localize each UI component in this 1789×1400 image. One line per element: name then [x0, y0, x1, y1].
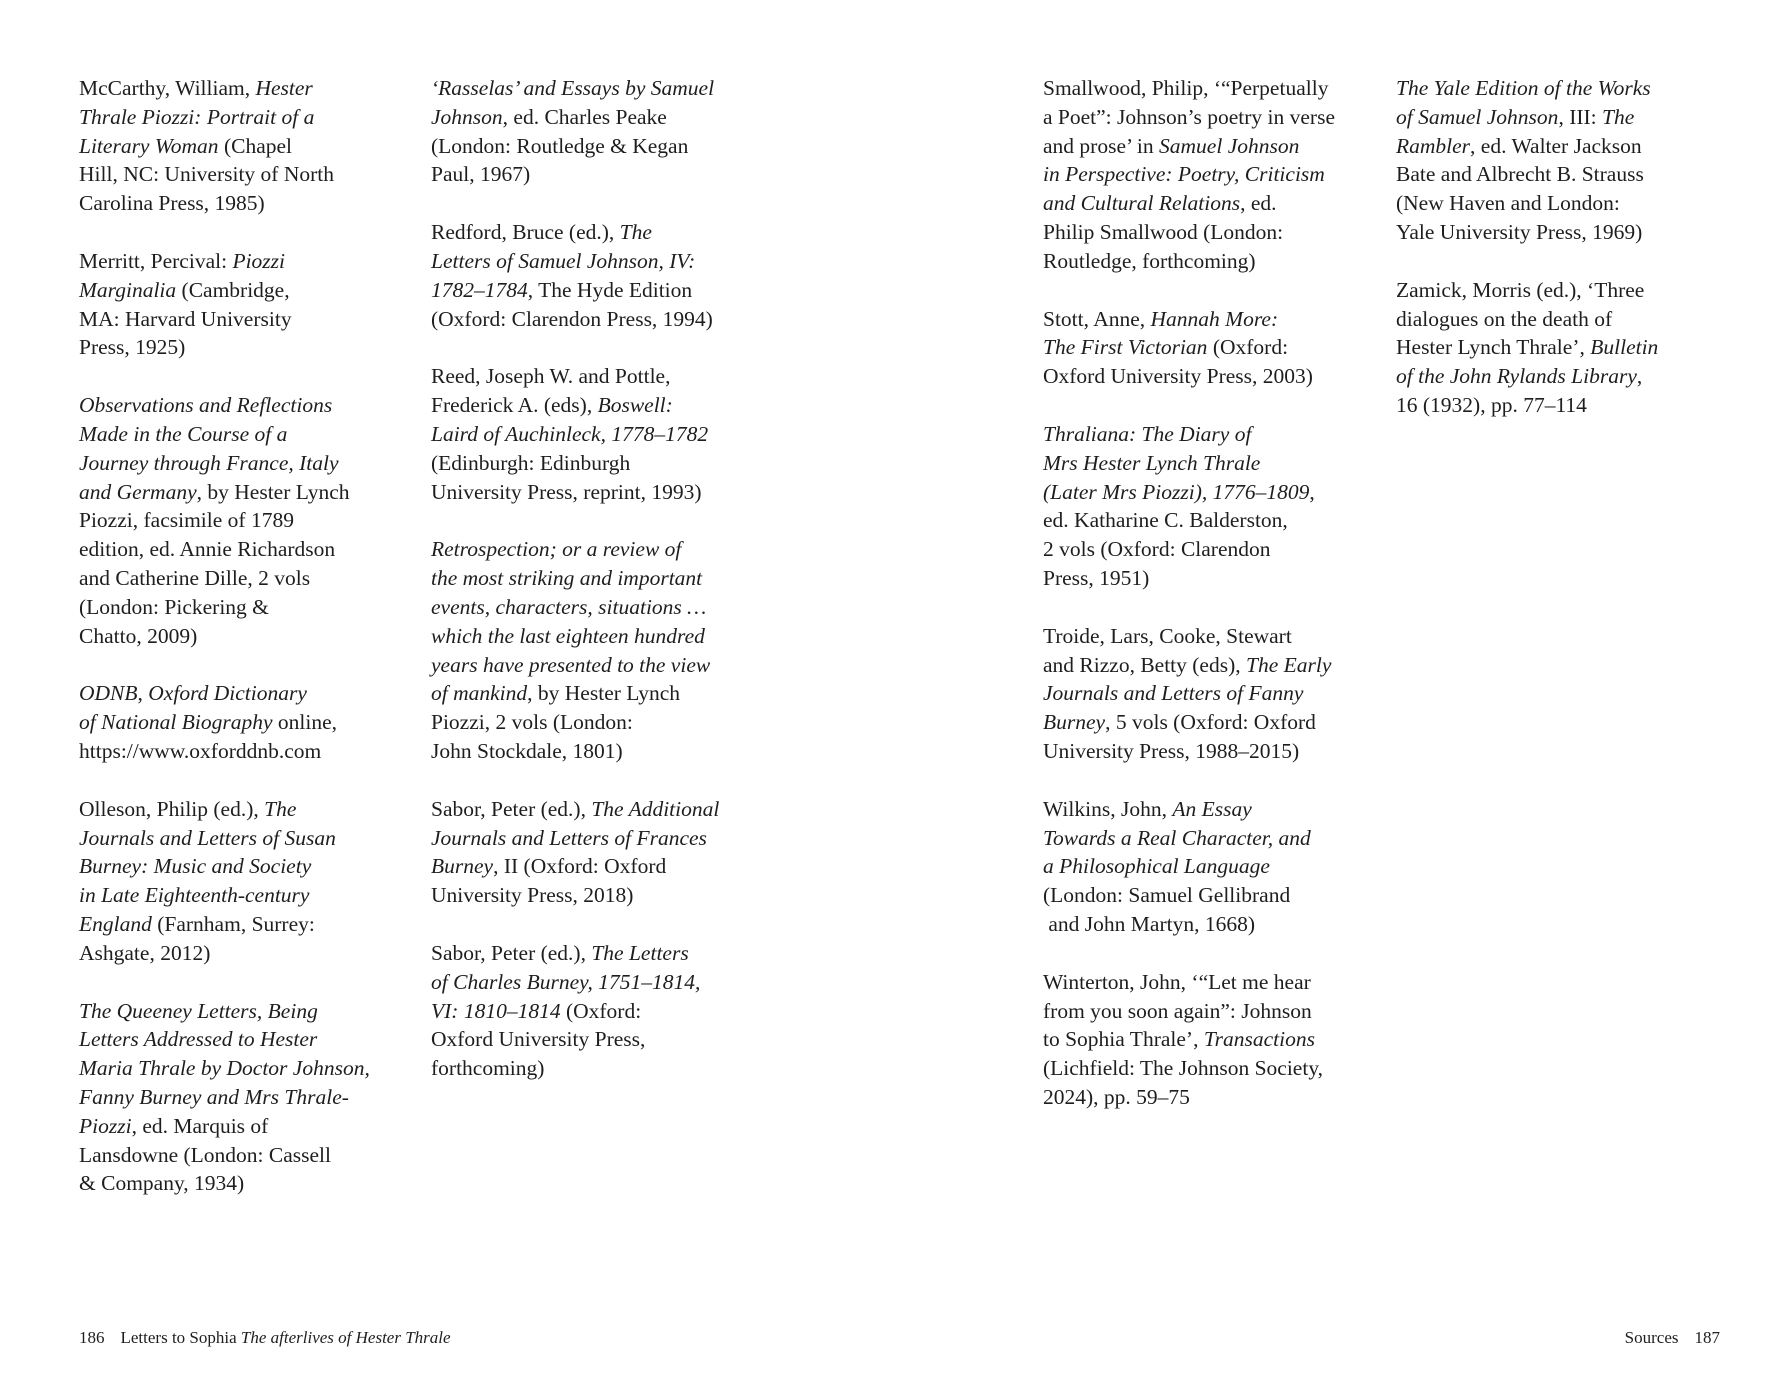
entry-line: VI: 1810–1814 (Oxford: — [431, 998, 642, 1023]
entry-line: Bate and Albrecht B. Strauss — [1396, 162, 1644, 187]
entry-line: of Charles Burney, 1751–1814, — [431, 969, 701, 994]
entry-line: Yale University Press, 1969) — [1396, 219, 1643, 244]
entry-line: in Perspective: Poetry, Criticism — [1043, 162, 1325, 187]
bibliography-entry — [431, 218, 761, 333]
book-subtitle: The afterlives of Hester Thrale — [240, 1328, 451, 1347]
entry-line: Hill, NC: University of North — [79, 162, 334, 187]
entry-line: and prose’ in Samuel Johnson — [1043, 133, 1300, 158]
entry-line: of mankind, by Hester Lynch — [431, 681, 681, 706]
entry-line: Stott, Anne, Hannah More: — [1043, 306, 1279, 331]
entry-line: Redford, Bruce (ed.), The — [431, 220, 652, 245]
entry-line: Hester Lynch Thrale’, Bulletin — [1396, 335, 1659, 360]
bibliography-column-2 — [431, 74, 761, 1112]
entry-line: (London: Pickering & — [79, 594, 269, 619]
entry-line: Towards a Real Character, and — [1043, 825, 1311, 850]
entry-line: (Later Mrs Piozzi), 1776–1809, — [1043, 479, 1315, 504]
entry-line: The Queeney Letters, Being — [79, 998, 318, 1023]
entry-line: Routledge, forthcoming) — [1043, 248, 1256, 273]
entry-line: Thraliana: The Diary of — [1043, 421, 1252, 446]
entry-line: Olleson, Philip (ed.), The — [79, 796, 297, 821]
entry-line: Burney, 5 vols (Oxford: Oxford — [1043, 710, 1316, 735]
entry-line: ‘Rasselas’ and Essays by Samuel — [431, 76, 715, 100]
bibliography-entry — [1043, 622, 1373, 766]
bibliography-entry — [431, 939, 761, 1083]
entry-line: a Poet”: Johnson’s poetry in verse — [1043, 104, 1335, 129]
entry-line: 2 vols (Oxford: Clarendon — [1043, 537, 1271, 562]
bibliography-entry — [431, 74, 761, 189]
bibliography-entry — [79, 391, 409, 650]
entry-line: Burney, II (Oxford: Oxford — [431, 854, 667, 879]
entry-line: Paul, 1967) — [431, 162, 531, 187]
running-head: Sources — [1624, 1328, 1679, 1347]
entry-line: The Yale Edition of the Works — [1396, 76, 1651, 100]
page-number-left: 186 — [79, 1328, 105, 1347]
entry-line: Press, 1951) — [1043, 565, 1150, 590]
entry-line: University Press, reprint, 1993) — [431, 479, 702, 504]
bibliography-entry — [431, 535, 761, 765]
bibliography-entry — [431, 795, 761, 910]
entry-line: Maria Thrale by Doctor Johnson, — [79, 1056, 370, 1081]
page-number-right: 187 — [1694, 1328, 1720, 1347]
entry-line: and John Martyn, 1668) — [1043, 911, 1255, 936]
entry-line: & Company, 1934) — [79, 1171, 245, 1196]
entry-line: (Oxford: Clarendon Press, 1994) — [431, 306, 713, 331]
entry-line: Journals and Letters of Frances — [431, 825, 707, 850]
entry-line: 16 (1932), pp. 77–114 — [1396, 392, 1587, 417]
entry-line: Journals and Letters of Fanny — [1043, 681, 1304, 706]
entry-line: and Rizzo, Betty (eds), The Early — [1043, 652, 1332, 677]
bibliography-entry — [1396, 276, 1716, 420]
entry-line: Burney: Music and Society — [79, 854, 312, 879]
entry-line: England (Farnham, Surrey: — [79, 911, 315, 936]
entry-line: Piozzi, facsimile of 1789 — [79, 508, 294, 533]
book-title: Letters to Sophia — [120, 1328, 237, 1347]
bibliography-entry — [1396, 74, 1716, 247]
entry-line: Retrospection; or a review of — [431, 537, 682, 562]
entry-line: https://www.oxforddnb.com — [79, 738, 322, 763]
entry-line: John Stockdale, 1801) — [431, 738, 623, 763]
entry-line: Frederick A. (eds), Boswell: — [431, 393, 673, 418]
entry-line: Oxford University Press, — [431, 1027, 646, 1052]
entry-line: and Cultural Relations, ed. — [1043, 191, 1277, 216]
entry-line: and Catherine Dille, 2 vols — [79, 565, 311, 590]
bibliography-entry — [79, 74, 409, 218]
entry-line: Marginalia (Cambridge, — [79, 277, 290, 302]
entry-line: University Press, 2018) — [431, 883, 634, 908]
entry-line: Made in the Course of a — [79, 421, 288, 446]
entry-line: Sabor, Peter (ed.), The Letters — [431, 940, 689, 965]
entry-line: Piozzi, ed. Marquis of — [79, 1113, 269, 1138]
entry-line: Rambler, ed. Walter Jackson — [1396, 133, 1642, 158]
entry-line: Winterton, John, ‘“Let me hear — [1043, 969, 1311, 994]
bibliography-column-3 — [1043, 74, 1373, 1141]
entry-line: Troide, Lars, Cooke, Stewart — [1043, 623, 1292, 648]
entry-line: Laird of Auchinleck, 1778–1782 — [431, 421, 709, 446]
entry-line: Press, 1925) — [79, 335, 186, 360]
entry-line: in Late Eighteenth-century — [79, 883, 310, 908]
entry-line: ODNB, Oxford Dictionary — [79, 681, 307, 706]
entry-line: the most striking and important — [431, 566, 703, 591]
bibliography-entry — [1043, 795, 1373, 939]
entry-line: (Edinburgh: Edinburgh — [431, 450, 631, 475]
entry-line: Wilkins, John, An Essay — [1043, 796, 1252, 821]
entry-line: MA: Harvard University — [79, 306, 292, 331]
entry-line: and Germany, by Hester Lynch — [79, 479, 350, 504]
entry-line: events, characters, situations … — [431, 594, 707, 619]
entry-line: Journey through France, Italy — [79, 450, 339, 475]
entry-line: Observations and Reflections — [79, 393, 333, 418]
entry-line: Smallwood, Philip, ‘“Perpetually — [1043, 76, 1329, 100]
entry-line: (Lichfield: The Johnson Society, — [1043, 1056, 1324, 1081]
entry-line: Letters of Samuel Johnson, IV: — [431, 248, 696, 273]
entry-line: Mrs Hester Lynch Thrale — [1043, 450, 1261, 475]
entry-line: which the last eighteen hundred — [431, 623, 705, 648]
entry-line: Merritt, Percival: Piozzi — [79, 248, 286, 273]
entry-line: Chatto, 2009) — [79, 623, 198, 648]
entry-line: to Sophia Thrale’, Transactions — [1043, 1027, 1315, 1052]
entry-line: (New Haven and London: — [1396, 191, 1620, 216]
entry-line: The First Victorian (Oxford: — [1043, 335, 1289, 360]
entry-line: Sabor, Peter (ed.), The Additional — [431, 796, 720, 821]
entry-line: Piozzi, 2 vols (London: — [431, 710, 633, 735]
bibliography-column-1 — [79, 74, 409, 1227]
entry-line: Journals and Letters of Susan — [79, 825, 336, 850]
bibliography-entry — [1043, 305, 1373, 391]
bibliography-entry — [1043, 420, 1373, 593]
bibliography-entry — [79, 997, 409, 1199]
footer-right — [1625, 1327, 1720, 1349]
entry-line: Letters Addressed to Hester — [79, 1027, 318, 1052]
bibliography-entry — [79, 795, 409, 968]
bibliography-entry — [431, 362, 761, 506]
entry-line: Zamick, Morris (ed.), ‘Three — [1396, 277, 1645, 302]
entry-line: McCarthy, William, Hester — [79, 76, 313, 100]
entry-line: Literary Woman (Chapel — [79, 133, 292, 158]
entry-line: years have presented to the view — [431, 652, 711, 677]
entry-line: Lansdowne (London: Cassell — [79, 1142, 331, 1167]
entry-line: (London: Routledge & Kegan — [431, 133, 689, 158]
entry-line: forthcoming) — [431, 1056, 545, 1081]
entry-line: Philip Smallwood (London: — [1043, 219, 1284, 244]
entry-line: (London: Samuel Gellibrand — [1043, 883, 1291, 908]
entry-line: Ashgate, 2012) — [79, 940, 211, 965]
entry-line: Carolina Press, 1985) — [79, 191, 265, 216]
entry-line: 1782–1784, The Hyde Edition — [431, 277, 693, 302]
bibliography-entry — [79, 679, 409, 765]
entry-line: of the John Rylands Library, — [1396, 364, 1643, 389]
entry-line: Johnson, ed. Charles Peake — [431, 104, 667, 129]
entry-line: edition, ed. Annie Richardson — [79, 537, 336, 562]
entry-line: ed. Katharine C. Balderston, — [1043, 508, 1288, 533]
bibliography-entry — [1043, 74, 1373, 276]
entry-line: Thrale Piozzi: Portrait of a — [79, 104, 315, 129]
entry-line: Oxford University Press, 2003) — [1043, 364, 1313, 389]
entry-line: Reed, Joseph W. and Pottle, — [431, 364, 671, 389]
footer-left — [79, 1327, 451, 1349]
entry-line: dialogues on the death of — [1396, 306, 1613, 331]
entry-line: from you soon again”: Johnson — [1043, 998, 1312, 1023]
bibliography-entry — [79, 247, 409, 362]
entry-line: of National Biography online, — [79, 710, 337, 735]
entry-line: University Press, 1988–2015) — [1043, 738, 1300, 763]
entry-line: 2024), pp. 59–75 — [1043, 1084, 1190, 1109]
bibliography-entry — [1043, 968, 1373, 1112]
entry-line: a Philosophical Language — [1043, 854, 1270, 879]
entry-line: of Samuel Johnson, III: The — [1396, 104, 1635, 129]
bibliography-column-4 — [1396, 74, 1716, 449]
entry-line: Fanny Burney and Mrs Thrale- — [79, 1084, 349, 1109]
